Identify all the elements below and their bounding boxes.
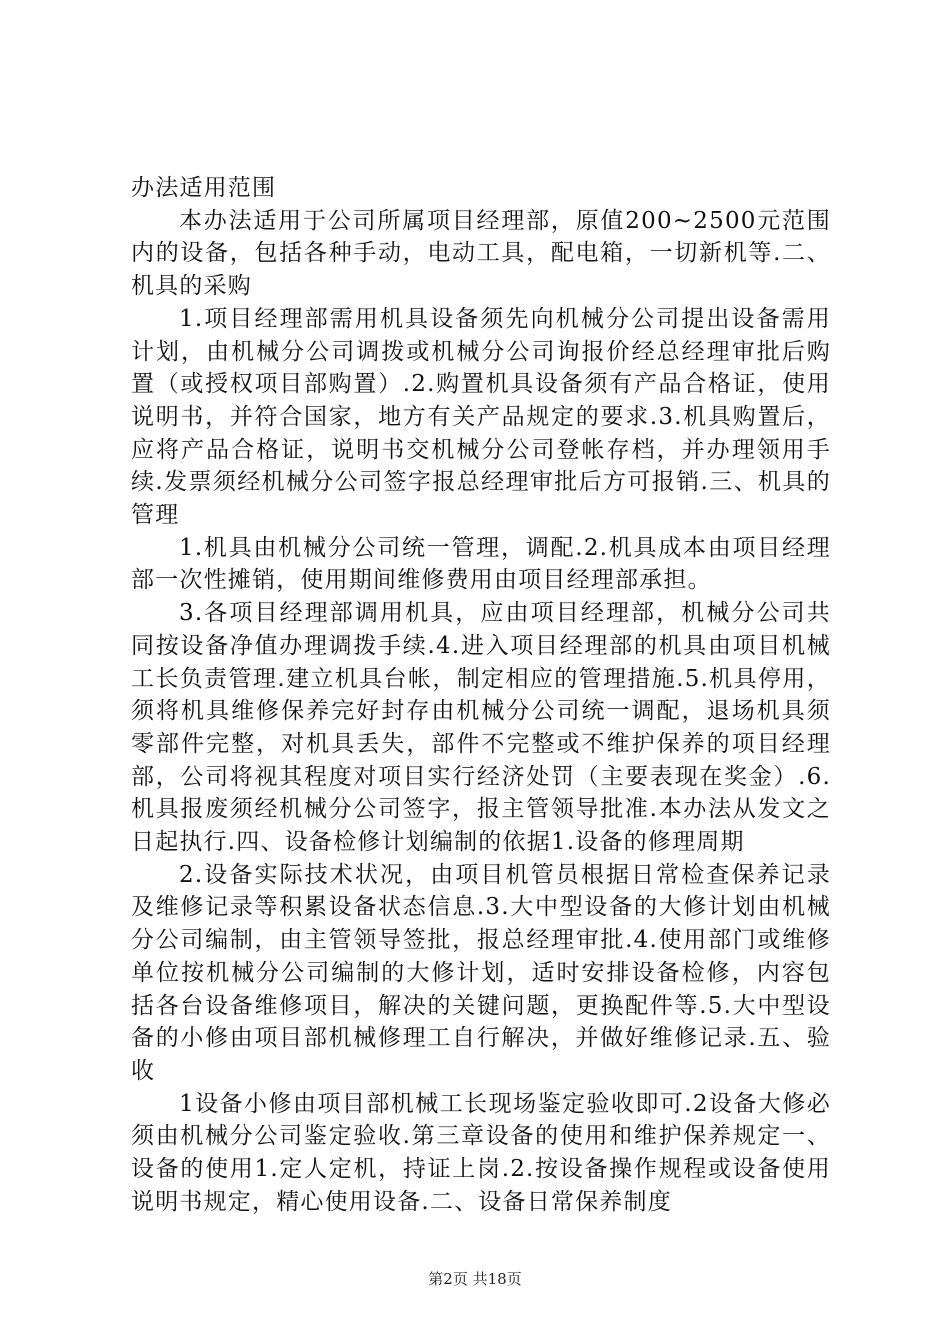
paragraph-management-2: 3.各项目经理部调用机具，应由项目经理部，机械分公司共同按设备净值办理调拨手续.4.进入项目经理部的机具由项目机械工长负责管理.建立机具台帐，制定相应的管理措施.5.机具停用，须将机具维修保养完好封存由机械分公司统一调配，退场机具须零部件完整，对机具丢失，部件不完整或不维护保养的项目经理部，公司将视其程度对项目实行经济处罚（主要表现在奖金）.6.机具报废须经机械分公司签字，报主管领导批准.本办法从发文之日起执行.四、设备检修计划编制的依据1.设备的修理周期 — [131, 600, 831, 856]
paragraph-procurement: 1.项目经理部需用机具设备须先向机械分公司提出设备需用计划，由机械分公司调拨或机械分公司询报价经总经理审批后购置（或授权项目部购置）.2.购置机具设备须有产品合格证，使用说明书，并符合国家，地方有关产品规定的要求.3.机具购置后，应将产品合格证，说明书交机械分公司登帐存档，并办理领用手续.发票须经机械分公司签字报总经理审批后方可报销.三、机具的管理 — [131, 305, 831, 529]
paragraph-maintenance-plan: 2.设备实际技术状况，由项目机管员根据日常检查保养记录及维修记录等积累设备状态信息.3.大中型设备的大修计划由机械分公司编制，由主管领导签批，报总经理审批.4.使用部门或维修单位按机械分公司编制的大修计划，适时安排设备检修，内容包括各台设备维修项目，解决的关键问题，更换配件等.5.大中型设备的小修由项目部机械修理工自行解决，并做好维修记录.五、验收 — [131, 861, 831, 1084]
paragraph-acceptance: 1设备小修由项目部机械工长现场鉴定验收即可.2设备大修必须由机械分公司鉴定验收.第三章设备的使用和维护保养规定一、设备的使用1.定人定机，持证上岗.2.按设备操作规程或设备使用说明书规定，精心使用设备.二、设备日常保养制度 — [131, 1090, 831, 1215]
paragraph-management-1: 1.机具由机械分公司统一管理，调配.2.机具成本由项目经理部一次性摊销，使用期间维修费用由项目经理部承担。 — [131, 534, 831, 594]
paragraph-scope: 本办法适用于公司所属项目经理部，原值200~2500元范围内的设备，包括各种手动，电动工具，配电箱，一切新机等.二、机具的采购 — [131, 207, 831, 300]
document-body — [131, 172, 831, 1219]
page-number-footer: 第2页 共18页 — [428, 1270, 522, 1288]
paragraph-scope-heading: 办法适用范围 — [131, 175, 277, 201]
